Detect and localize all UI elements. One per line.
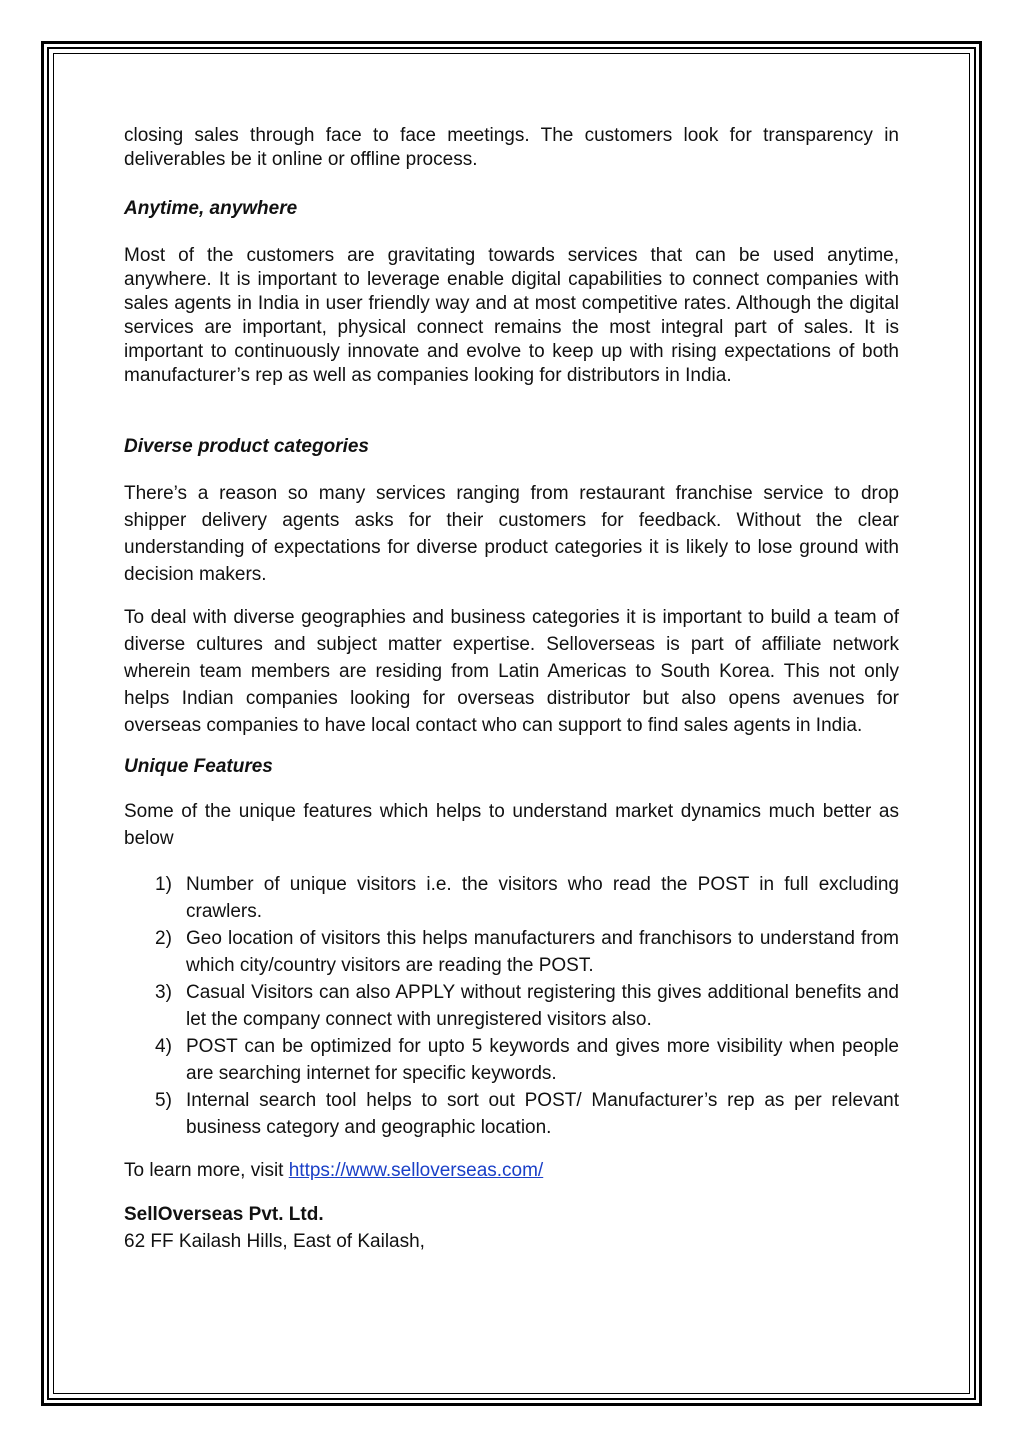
features-list <box>124 871 899 1141</box>
list-item-text: Geo location of visitors this helps manufacturers and franchisors to understand from which city/country visitors are reading the POST. <box>186 928 899 976</box>
list-item-text: POST can be optimized for upto 5 keywords and gives more visibility when people are searching internet for specific keywords. <box>186 1036 899 1084</box>
anytime-paragraph: Most of the customers are gravitating towards services that can be used anytime, anywhere. It is important to leverage enable digital capabilities to connect companies with sales agents in India in user friendly way and at most competitive rates. Although the digital services are important, physical connect remains the most integral part of sales. It is important to continuously innovate and evolve to keep up with rising expectations of both manufacturer’s rep as well as companies looking for distributors in India. <box>124 245 899 386</box>
list-item <box>124 1033 899 1087</box>
learn-more-text: To learn more, visit <box>124 1160 289 1181</box>
list-item-text: Number of unique visitors i.e. the visitors who read the POST in full excluding crawlers. <box>186 874 899 922</box>
heading-diverse-product-categories: Diverse product categories <box>124 436 369 457</box>
diverse-paragraph-1: There’s a reason so many services ranging from restaurant franchise service to drop shipper delivery agents asks for their customers for feedback. Without the clear understanding of expectations for diverse product categories it is likely to lose ground with decision makers. <box>124 483 899 585</box>
list-number: 4) <box>155 1036 172 1057</box>
list-number: 5) <box>155 1090 172 1111</box>
heading-anytime-anywhere: Anytime, anywhere <box>124 198 298 219</box>
heading-unique-features: Unique Features <box>124 756 273 777</box>
list-number: 3) <box>155 982 172 1003</box>
list-item-text: Casual Visitors can also APPLY without registering this gives additional benefits and let the company connect with unregistered visitors also. <box>186 982 899 1030</box>
website-link[interactable]: https://www.selloverseas.com/ <box>288 1160 544 1181</box>
unique-intro-paragraph: Some of the unique features which helps to understand market dynamics much better as below <box>124 801 899 849</box>
intro-paragraph: closing sales through face to face meetings. The customers look for transparency in deliverables be it online or offline process. <box>124 125 899 170</box>
company-address: 62 FF Kailash Hills, East of Kailash, <box>124 1231 425 1252</box>
learn-more-line <box>124 1157 899 1184</box>
list-item <box>124 979 899 1033</box>
list-item <box>124 1087 899 1141</box>
list-item-text: Internal search tool helps to sort out POST/ Manufacturer’s rep as per relevant business category and geographic location. <box>186 1090 899 1138</box>
list-number: 1) <box>155 874 172 895</box>
list-item <box>124 925 899 979</box>
company-name: SellOverseas Pvt. Ltd. <box>124 1204 324 1225</box>
page-content <box>124 124 899 1255</box>
list-item <box>124 871 899 925</box>
list-number: 2) <box>155 928 172 949</box>
diverse-paragraph-2: To deal with diverse geographies and business categories it is important to build a team of diverse cultures and subject matter expertise. Selloverseas is part of affiliate network wherein team members are residing from Latin Americas to South Korea. This not only helps Indian companies looking for overseas distributor but also opens avenues for overseas companies to have local contact who can support to find sales agents in India. <box>124 607 899 736</box>
